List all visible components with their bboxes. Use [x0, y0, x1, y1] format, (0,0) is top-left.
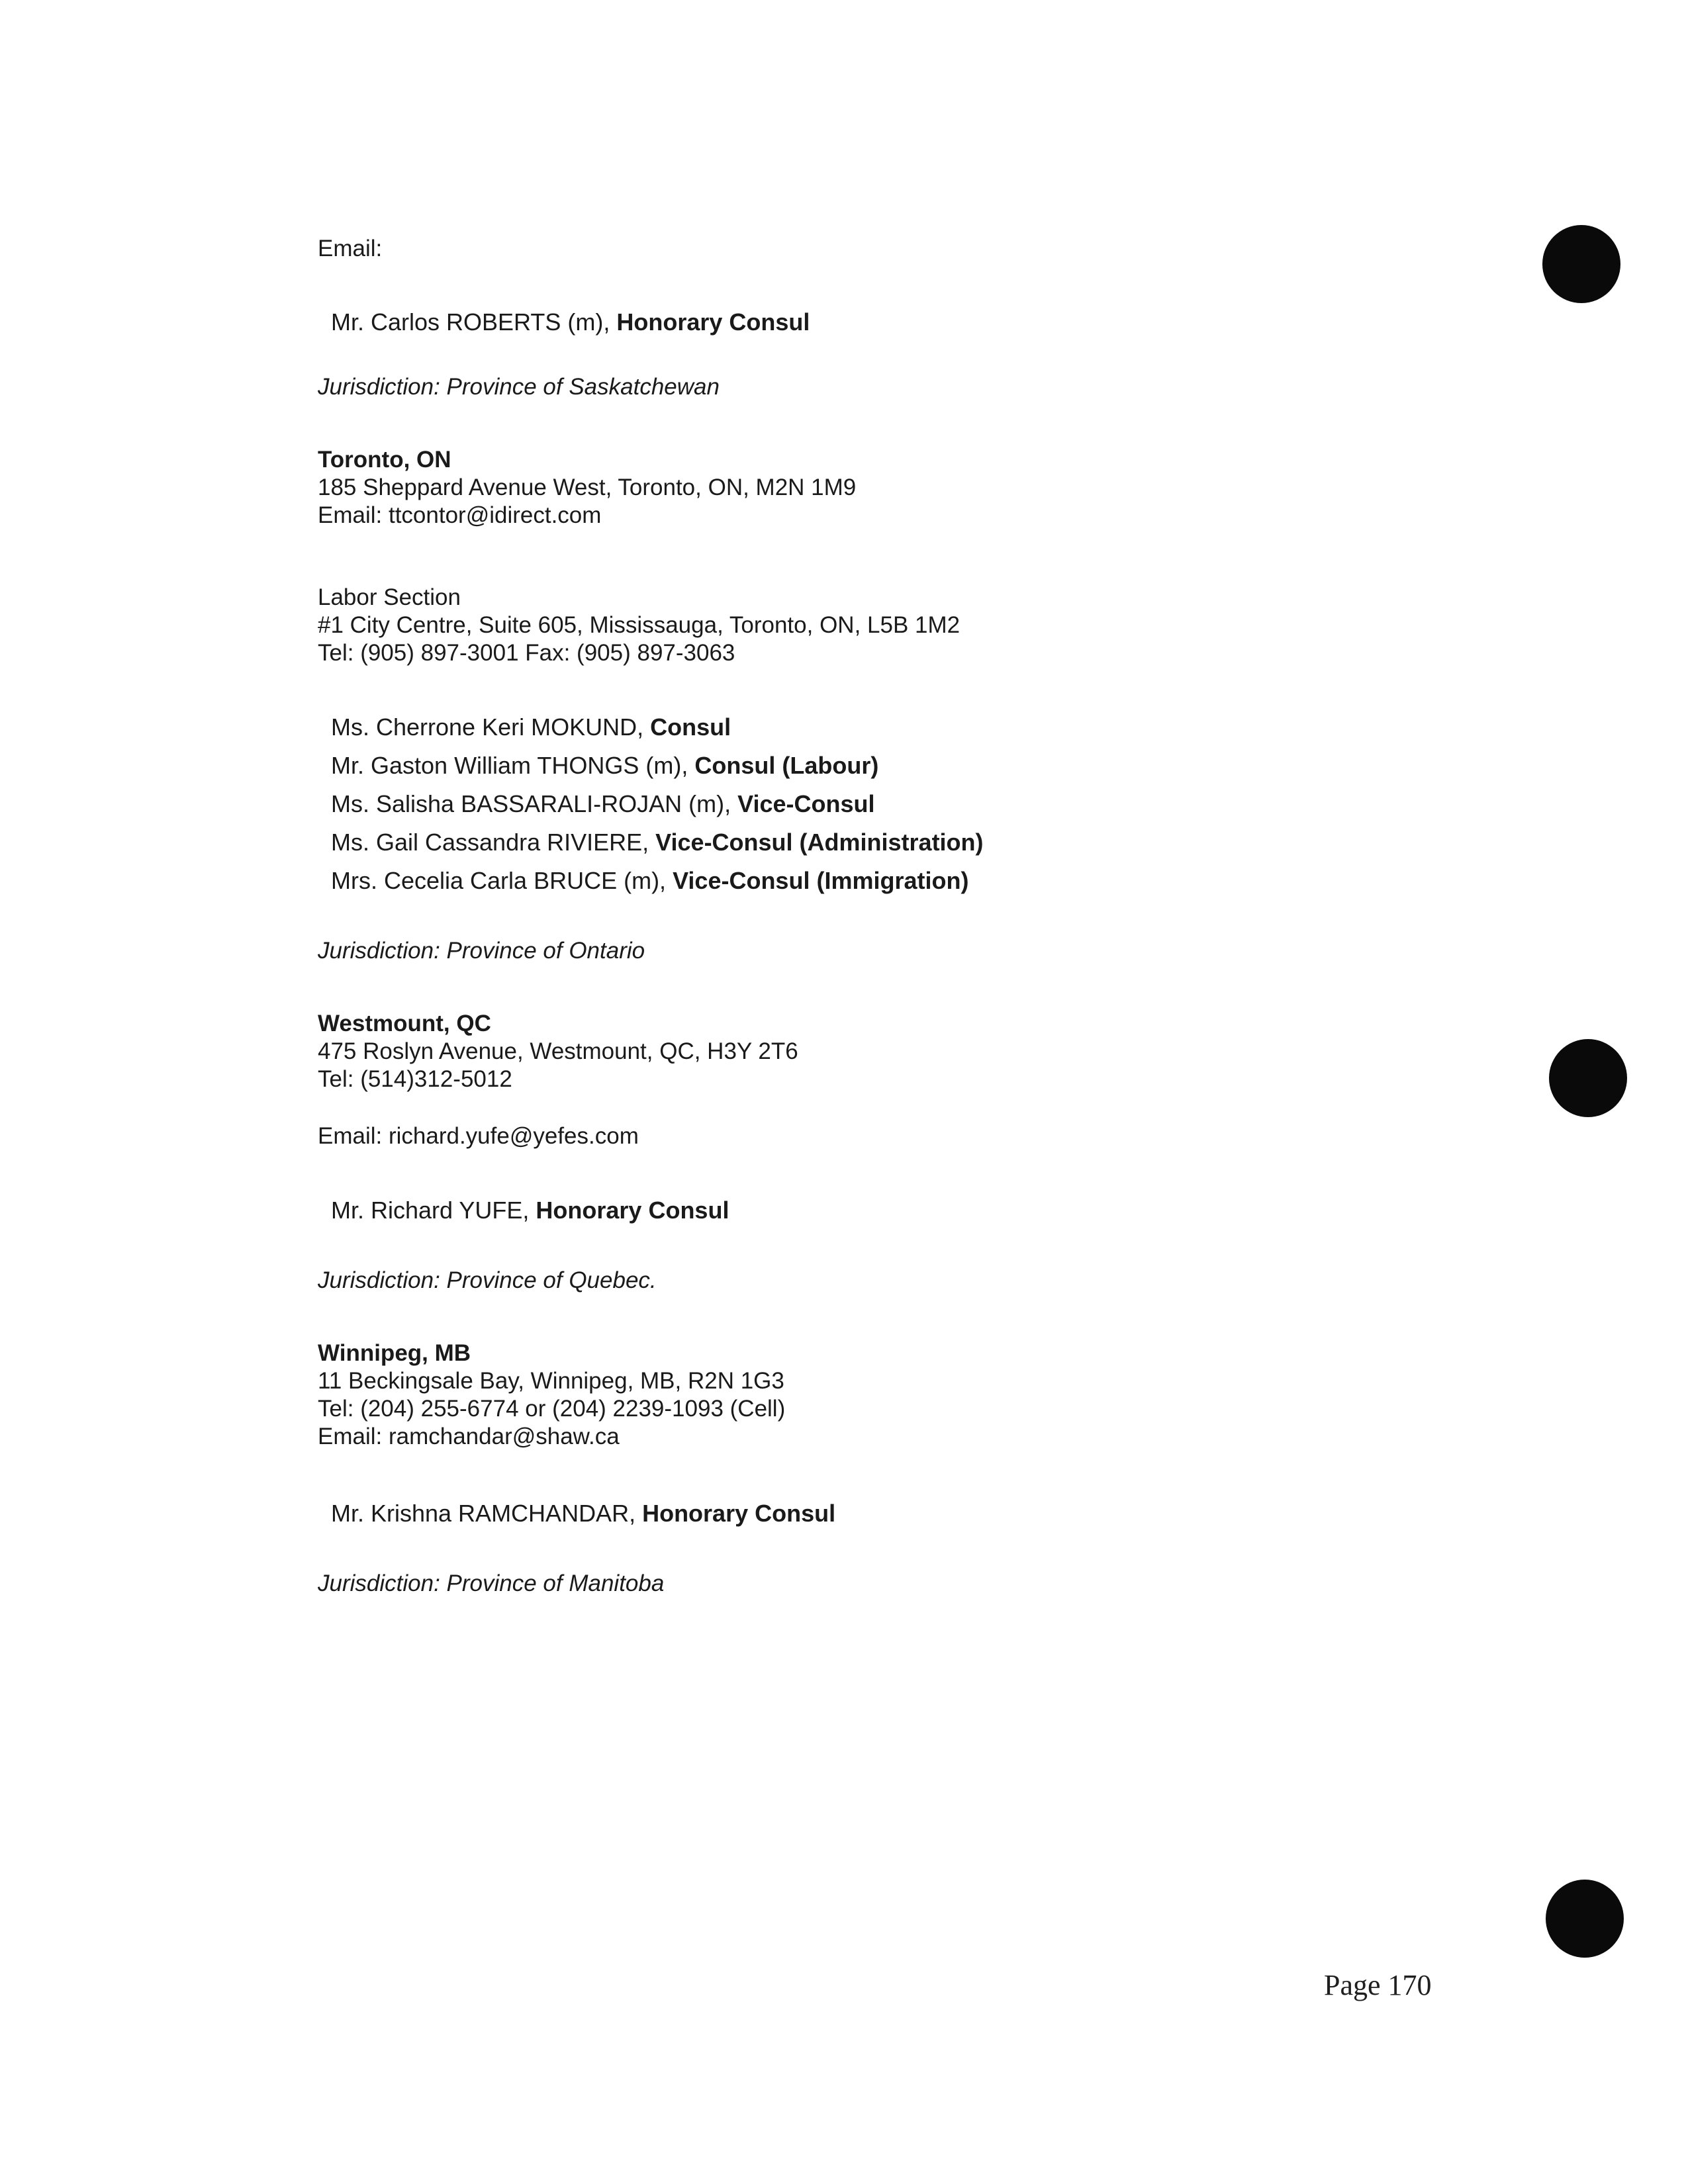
jurisdiction-saskatchewan: Jurisdiction: Province of Saskatchewan	[318, 374, 720, 400]
email-toronto: Email: ttcontor@idirect.com	[318, 502, 602, 528]
consul-name: Mr. Richard YUFE,	[331, 1197, 536, 1224]
consul-title: Consul (Labour)	[694, 752, 879, 779]
city-heading-winnipeg: Winnipeg, MB	[318, 1340, 471, 1366]
jurisdiction-manitoba: Jurisdiction: Province of Manitoba	[318, 1570, 665, 1596]
labor-section-heading: Labor Section	[318, 584, 461, 610]
address-westmount: 475 Roslyn Avenue, Westmount, QC, H3Y 2T6	[318, 1038, 798, 1064]
consul-entry	[331, 829, 984, 856]
consul-name: Ms. Salisha BASSARALI-ROJAN (m),	[331, 790, 738, 817]
jurisdiction-quebec: Jurisdiction: Province of Quebec.	[318, 1267, 657, 1293]
phone-westmount: Tel: (514)312-5012	[318, 1066, 512, 1092]
city-heading-westmount: Westmount, QC	[318, 1011, 491, 1036]
address-winnipeg: 11 Beckingsale Bay, Winnipeg, MB, R2N 1G3	[318, 1368, 784, 1394]
consul-title: Vice-Consul (Immigration)	[673, 867, 969, 894]
consul-entry	[331, 713, 731, 741]
consul-entry	[331, 752, 878, 780]
city-heading-toronto: Toronto, ON	[318, 447, 451, 473]
phone-winnipeg: Tel: (204) 255-6774 or (204) 2239-1093 (Cell)	[318, 1396, 786, 1422]
jurisdiction-ontario: Jurisdiction: Province of Ontario	[318, 938, 645, 964]
page-number: Page 170	[1324, 1969, 1432, 2001]
consul-title: Honorary Consul	[536, 1197, 729, 1224]
email-winnipeg: Email: ramchandar@shaw.ca	[318, 1424, 620, 1449]
consul-title: Consul	[650, 713, 731, 741]
consul-name: Ms. Gail Cassandra RIVIERE,	[331, 829, 656, 856]
punch-hole	[1546, 1880, 1624, 1958]
consul-entry	[331, 867, 968, 895]
consul-name: Ms. Cherrone Keri MOKUND,	[331, 713, 651, 741]
consul-title: Honorary Consul	[642, 1500, 836, 1527]
punch-hole	[1549, 1039, 1627, 1117]
labor-section-address: #1 City Centre, Suite 605, Mississauga, Toronto, ON, L5B 1M2	[318, 612, 961, 638]
consul-name: Mrs. Cecelia Carla BRUCE (m),	[331, 867, 673, 894]
consul-title: Vice-Consul (Administration)	[655, 829, 984, 856]
labor-section-phone: Tel: (905) 897-3001 Fax: (905) 897-3063	[318, 640, 735, 666]
consul-entry	[331, 790, 875, 818]
consul-name: Mr. Gaston William THONGS (m),	[331, 752, 695, 779]
address-toronto: 185 Sheppard Avenue West, Toronto, ON, M2N 1M9	[318, 475, 857, 500]
consul-entry	[331, 1197, 729, 1224]
punch-hole	[1542, 225, 1620, 303]
consul-entry	[331, 308, 810, 336]
consul-name: Mr. Krishna RAMCHANDAR,	[331, 1500, 643, 1527]
consul-name: Mr. Carlos ROBERTS (m),	[331, 308, 617, 336]
consul-title: Vice-Consul	[737, 790, 875, 817]
consul-title: Honorary Consul	[616, 308, 810, 336]
consul-entry	[331, 1500, 835, 1527]
email-label: Email:	[318, 236, 383, 261]
email-westmount: Email: richard.yufe@yefes.com	[318, 1123, 639, 1149]
